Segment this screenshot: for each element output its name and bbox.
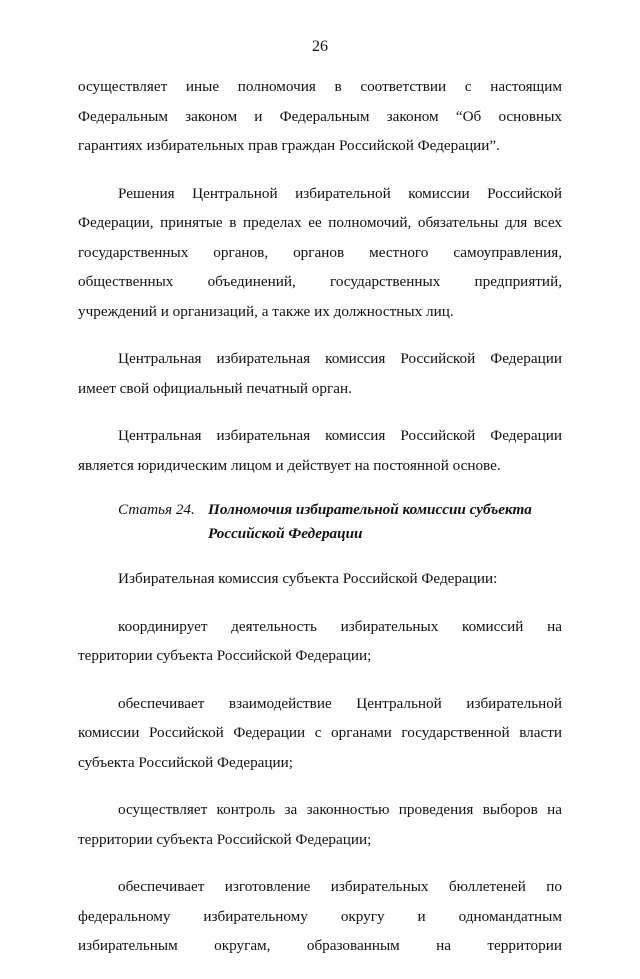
paragraph-press-organ [78, 344, 562, 403]
text-line: координирует деятельность избирательных комиссий на [118, 617, 562, 635]
text-line: гарантиях избирательных прав граждан Российской Федерации”. [78, 137, 500, 154]
text-line: федеральному избирательному округу и одномандатным [78, 907, 562, 925]
text-line: обеспечивает взаимодействие Центральной избирательной [118, 694, 562, 712]
text-line: комиссии Российской Федерации с органами государственной власти [78, 724, 562, 741]
text-line: обеспечивает изготовление избирательных бюллетеней по [118, 878, 562, 895]
text-line: Избирательная комиссия субъекта Российской Федерации: [118, 570, 498, 587]
text-line: Решения Центральной избирательной комиссии Российской [118, 184, 562, 202]
paragraph-control [78, 795, 562, 854]
text-line: субъекта Российской Федерации; [78, 753, 294, 771]
text-line: является юридическим лицом и действует на постоянной основе. [78, 456, 501, 474]
text-line: Центральная избирательная комиссия Российской Федерации [118, 350, 562, 367]
text-line: Федерации, принятые в пределах ее полномочий, обязательны для всех [78, 214, 562, 231]
page-content [78, 72, 562, 979]
text-line: имеет свой официальный печатный орган. [78, 379, 352, 397]
article-label: Статья 24. [118, 501, 195, 518]
paragraph-interaction [78, 689, 562, 778]
paragraph-decisions [78, 179, 562, 327]
text-line: государственных органов, органов местного самоуправления, [78, 243, 562, 261]
text-line: осуществляет иные полномочия в соответствии с настоящим [78, 78, 562, 95]
paragraph-legal-entity [78, 421, 562, 480]
text-line: избирательным округам, образованным на территории [78, 937, 562, 954]
text-line: Федеральным законом и Федеральным законом “Об основных [78, 107, 562, 125]
text-line: учреждений и организаций, а также их должностных лиц. [78, 302, 454, 320]
article-title-line2: Российской Федерации [208, 525, 363, 542]
paragraph-powers [78, 72, 562, 161]
article-title-line1: Полномочия избирательной комиссии субъекта [208, 501, 532, 518]
text-line: территории субъекта Российской Федерации; [78, 830, 372, 848]
text-line: территории субъекта Российской Федерации; [78, 647, 372, 664]
article-heading [78, 498, 562, 546]
paragraph-ballots [78, 872, 562, 961]
page-number: 26 [312, 38, 328, 55]
paragraph-intro [78, 564, 562, 594]
text-line: Центральная избирательная комиссия Российской Федерации [118, 427, 562, 444]
text-line: осуществляет контроль за законностью проведения выборов на [118, 801, 562, 818]
text-line: общественных объединений, государственных предприятий, [78, 273, 562, 290]
paragraph-coordinates [78, 612, 562, 671]
